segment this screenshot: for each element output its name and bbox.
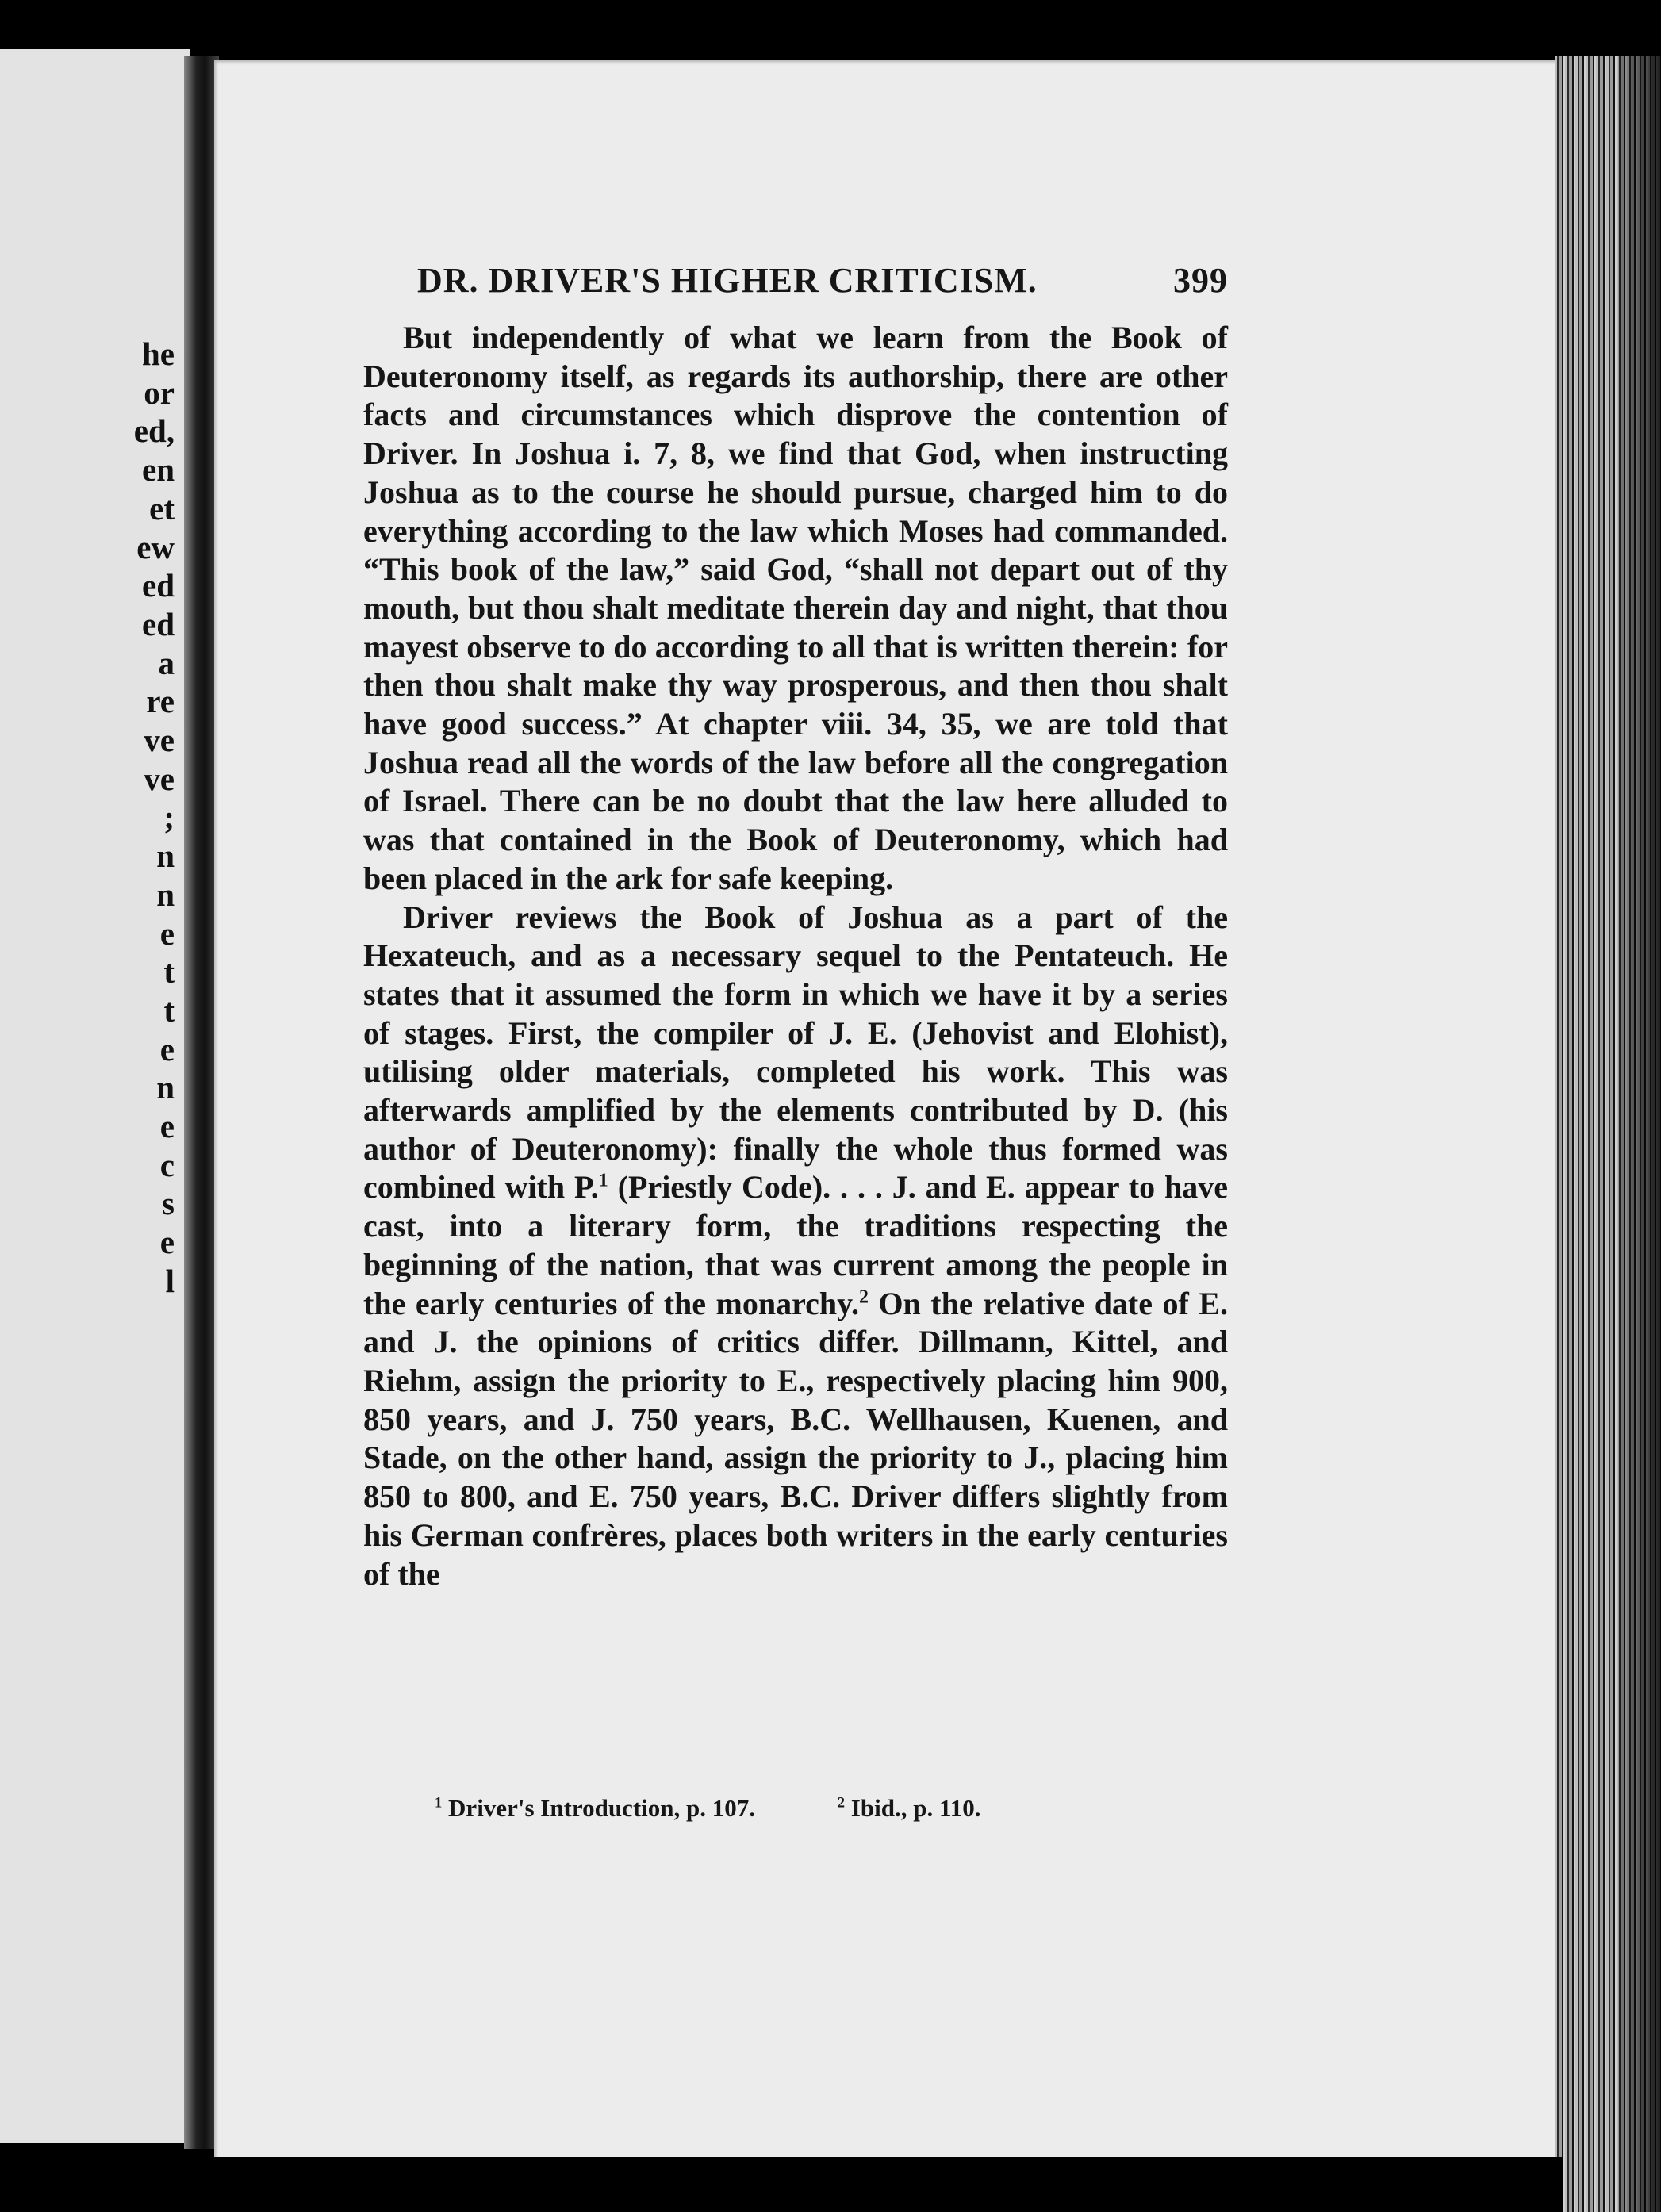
facing-page-fragment: ew	[136, 528, 175, 565]
facing-page-fragment: ;	[163, 799, 175, 836]
facing-page-fragment: n	[156, 1069, 175, 1106]
footnote	[838, 1794, 981, 1823]
footnote-text: Ibid., p. 110.	[850, 1794, 981, 1822]
facing-page-fragment: c	[159, 1146, 175, 1183]
facing-page-fragment: a	[158, 644, 175, 681]
page-text-block	[363, 260, 1228, 1593]
facing-page-fragment: e	[159, 1224, 175, 1261]
facing-page-fragment: s	[162, 1185, 175, 1222]
footnote-marker: 2	[837, 1794, 846, 1811]
page-number: 399	[1173, 261, 1228, 300]
paragraph-text: (Priestly Code). . . . J. and E. appear to have cast, into a literary form, the traditions respecting the beginning of the nation, that was current among the people in the early centuries of the monarchy.	[363, 1169, 1228, 1321]
facing-page-fragment: or	[144, 374, 175, 411]
facing-page-fragment: ed,	[133, 412, 175, 450]
facing-page-fragment: ed	[142, 567, 175, 604]
facing-page-fragment: e	[159, 914, 175, 952]
facing-page-fragment: n	[156, 876, 175, 913]
footnote-text: Driver's Introduction, p. 107.	[448, 1794, 755, 1822]
footnote-reference: 1	[598, 1171, 608, 1192]
facing-page	[0, 49, 190, 2143]
paragraph	[363, 899, 1228, 1594]
paragraph-text: Driver reviews the Book of Joshua as a part of the Hexateuch, and as a necessary sequel to the Pentateuch. He states that it assumed the form in which we have it by a series of stages. First, the compiler of J. E. (Jehovist and Elohist), utilising older materials, completed his work. This was afterwards amplified by the elements contributed by D. (his author of Deuteronomy): finally the whole thus formed was combined with P.	[363, 899, 1228, 1206]
facing-page-fragment: ed	[142, 605, 175, 642]
running-head	[363, 260, 1228, 308]
facing-page-fragment: e	[159, 1108, 175, 1144]
scan-background-bottom	[0, 2157, 1563, 2212]
scan-background-top	[0, 0, 1661, 65]
facing-page-fragment: he	[142, 335, 175, 372]
facing-page-fragment: ve	[144, 722, 175, 758]
footnotes	[435, 1794, 1149, 1823]
facing-page-fragment: t	[163, 953, 175, 991]
facing-page-fragment: ve	[144, 760, 175, 797]
footnote-reference: 2	[858, 1286, 869, 1308]
facing-page-fragment: l	[165, 1262, 175, 1299]
facing-page-fragment: et	[149, 489, 175, 527]
facing-page-text-fragments	[0, 49, 190, 2143]
footnote-marker: 1	[435, 1794, 443, 1811]
facing-page-fragment: e	[159, 1030, 175, 1068]
facing-page-fragment: re	[146, 683, 175, 720]
paragraph-text: On the relative date of E. and J. the opinions of critics differ. Dillmann, Kittel, and Riehm, assign the priority to E., respectively placing him 900, 850 years, and J. 750 years, B.C. Wellhausen, Kuenen, and Stade, on the other hand, assign the priority to J., placing him 850 to 800, and E. 750 years, B.C. Driver differs slightly from his German confrères, places both writers in the early centuries of the	[363, 1285, 1228, 1592]
paragraph: But independently of what we learn from the Book of Deuteronomy itself, as regards its authorship, there are other facts and circumstances which disprove the contention of Driver. In Joshua i. 7, 8, we find that God, when instructing Joshua as to the course he should pursue, charged him to do everything according to the law which Moses had commanded. “This book of the law,” said God, “shall not depart out of thy mouth, but thou shalt meditate therein day and night, that thou mayest observe to do according to all that is written therein: for then thou shalt make thy way prosperous, and then thou shalt have good success.” At chapter viii. 34, 35, we are told that Joshua read all the words of the law before all the congregation of Israel. There can be no doubt that the law here alluded to was that contained in the Book of Deuteronomy, which had been placed in the ark for safe keeping.	[363, 320, 1228, 896]
running-title: DR. DRIVER'S HIGHER CRITICISM.	[417, 261, 1038, 300]
footnote	[435, 1794, 755, 1823]
facing-page-fragment: t	[163, 991, 175, 1029]
body-text	[363, 319, 1228, 1593]
facing-page-fragment: n	[156, 838, 175, 875]
facing-page-fragment: en	[142, 451, 175, 489]
page-edges-shadow	[1618, 56, 1661, 2212]
